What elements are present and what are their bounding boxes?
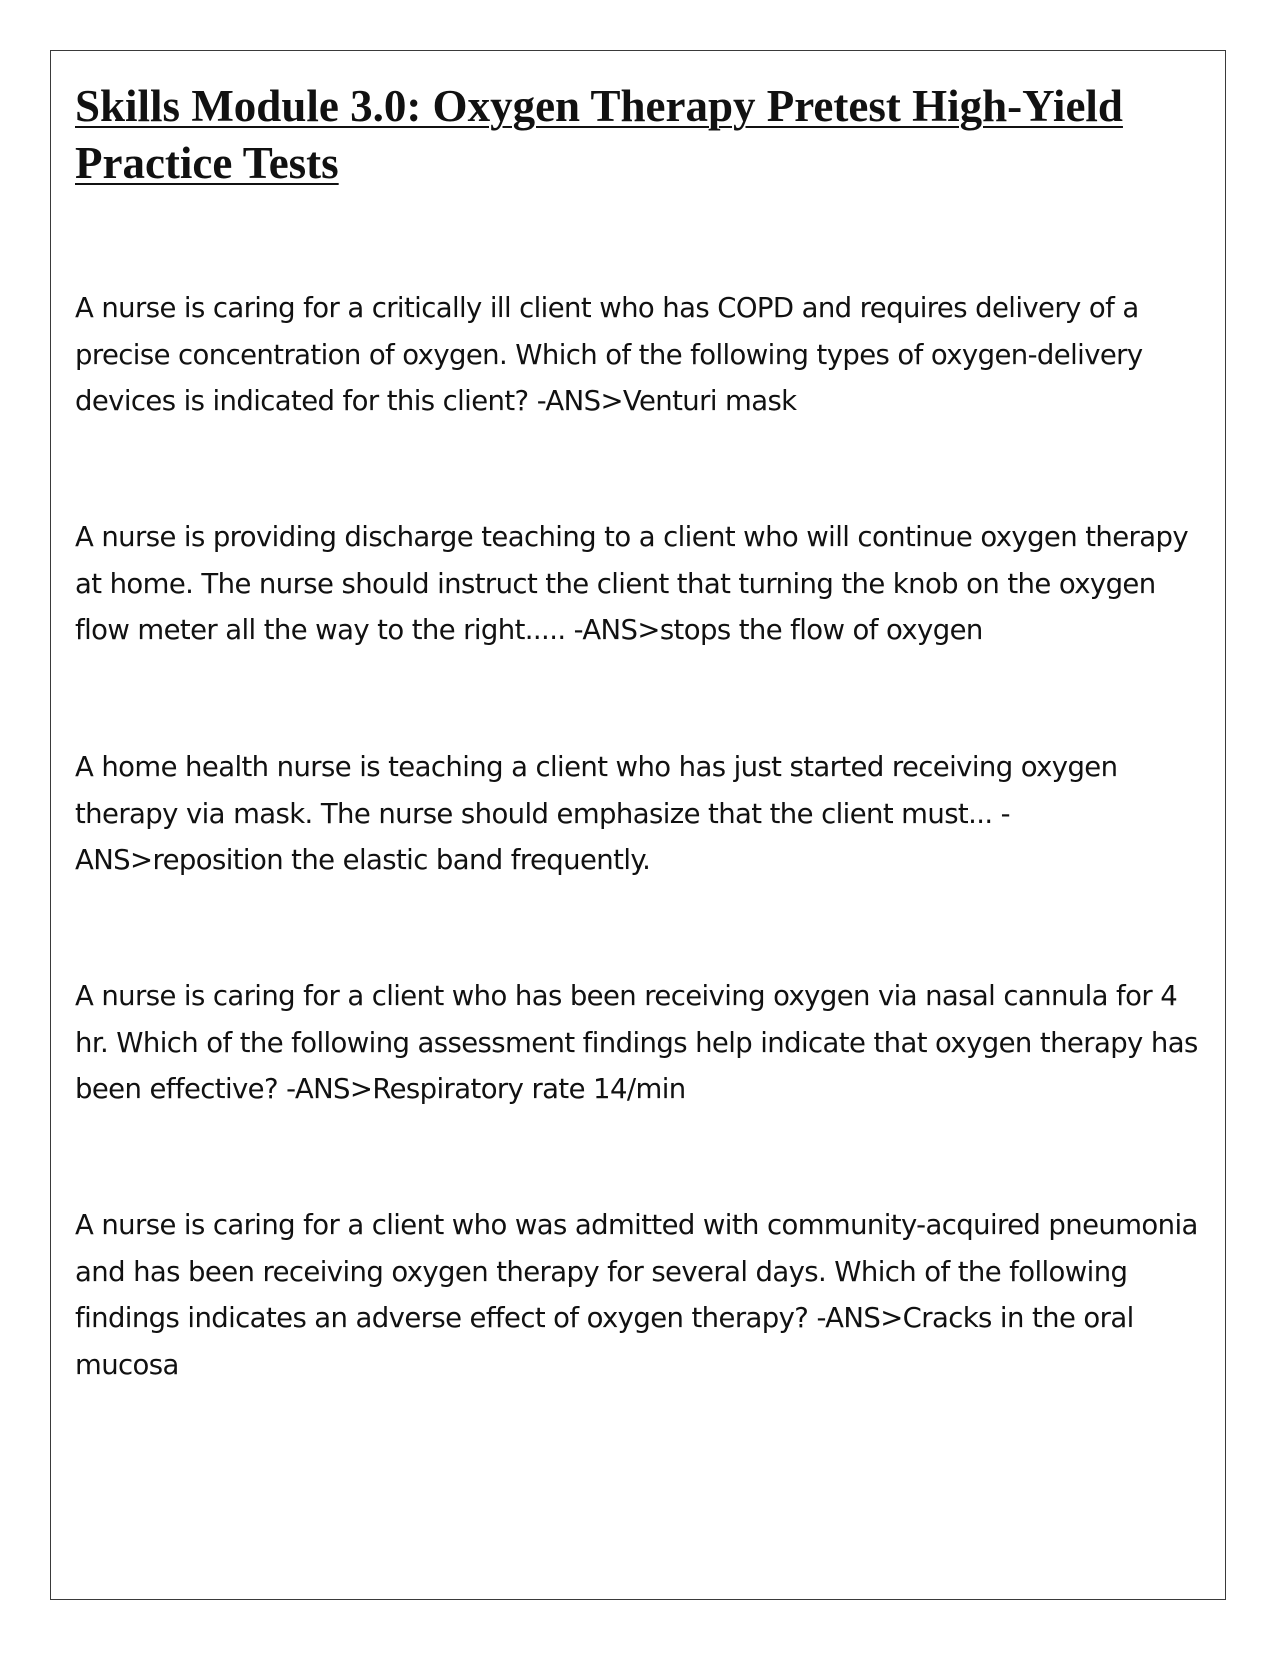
qa-item-4 <box>75 973 1205 1113</box>
question-text: A nurse is caring for a client who has been receiving oxygen via nasal cannula for 4 hr. Which of the following assessment findings help indicate that oxygen therapy has been effective? <box>75 980 1198 1105</box>
answer-text: stops the flow of oxygen <box>659 614 983 646</box>
question-text: A home health nurse is teaching a client who has just started receiving oxygen therapy via mask. The nurse should emphasize that the client must... <box>75 751 1118 830</box>
answer-marker: -ANS> <box>565 614 660 646</box>
qa-item-1 <box>75 285 1205 425</box>
question-text: A nurse is caring for a client who was admitted with community-acquired pneumonia and has been receiving oxygen therapy for several days. Which of the following findings indicates an adverse effect of oxygen therapy? <box>75 1209 1198 1334</box>
answer-text: reposition the elastic band frequently. <box>152 844 651 876</box>
answer-text: Venturi mask <box>622 385 797 417</box>
answer-marker: -ANS> <box>278 1073 373 1105</box>
qa-item-5 <box>75 1202 1205 1388</box>
question-text: A nurse is providing discharge teaching to a client who will continue oxygen therapy at home. The nurse should instruct the client that turning the knob on the oxygen flow meter all the way to the right..... <box>75 521 1189 646</box>
answer-marker: -ANS> <box>808 1302 903 1334</box>
answer-text: Cracks in the oral mucosa <box>75 1302 1134 1381</box>
answer-marker: -ANS> <box>528 385 623 417</box>
answer-marker: -ANS> <box>75 797 1010 876</box>
answer-text: Respiratory rate 14/min <box>372 1073 686 1105</box>
document-title: Skills Module 3.0: Oxygen Therapy Pretest High-Yield Practice Tests <box>75 81 1123 188</box>
qa-item-2 <box>75 514 1205 654</box>
qa-item-3 <box>75 744 1205 884</box>
question-text: A nurse is caring for a critically ill client who has COPD and requires delivery of a precise concentration of oxygen. Which of the following types of oxygen-delivery devices is indicated for this client? <box>75 292 1143 417</box>
